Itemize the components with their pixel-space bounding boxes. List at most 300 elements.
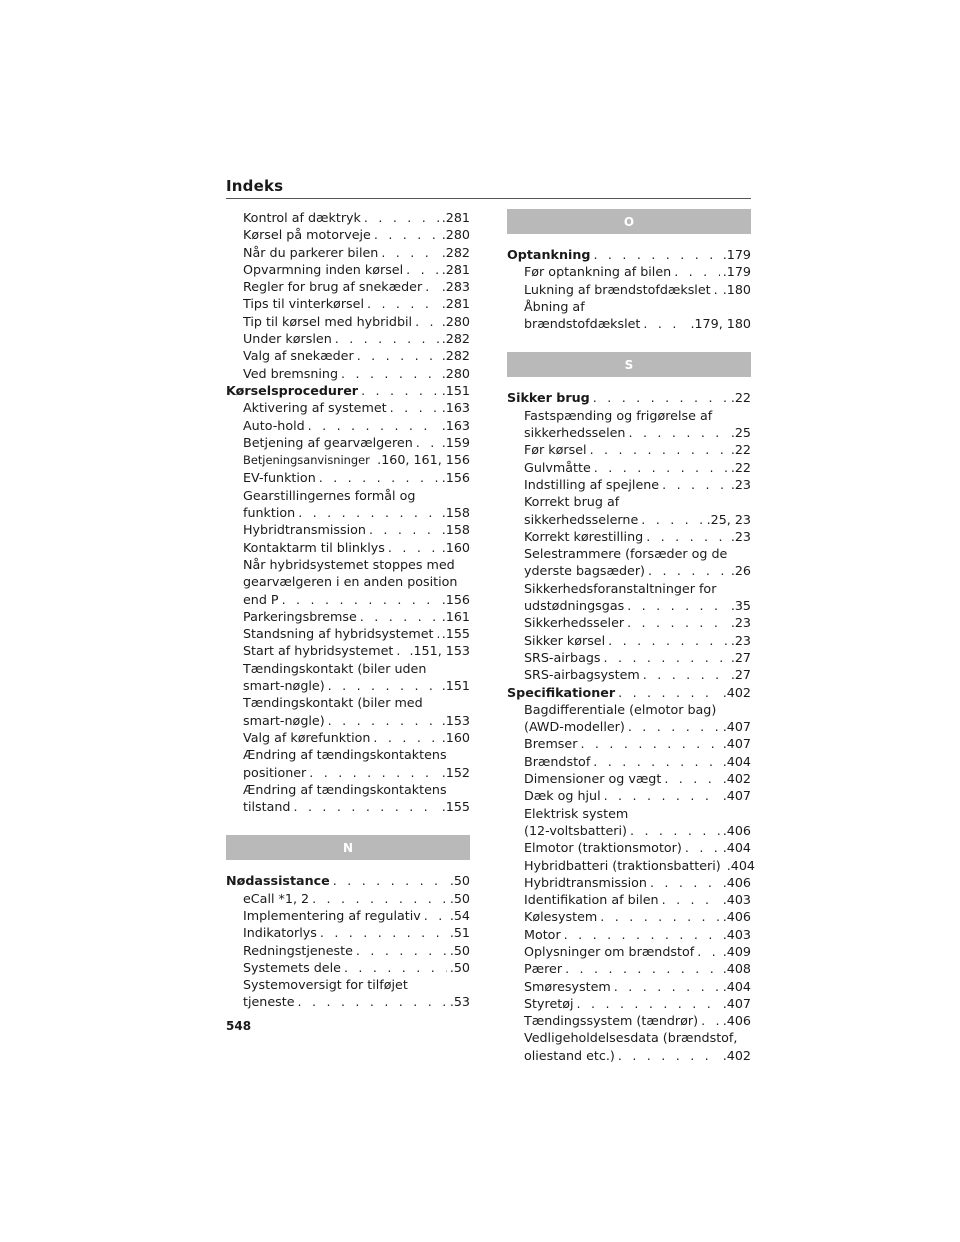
dot-leader bbox=[674, 263, 720, 280]
index-page-reference[interactable]: .180 bbox=[722, 281, 751, 297]
index-entry-label: Tip til kørsel med hybridbil bbox=[243, 313, 413, 329]
index-entry-label: sikkerhedsselerne bbox=[524, 511, 639, 527]
dot-leader bbox=[641, 511, 703, 528]
dot-leader bbox=[312, 890, 447, 907]
dot-leader bbox=[577, 995, 720, 1012]
dot-leader bbox=[367, 295, 439, 312]
index-sub-entry bbox=[507, 263, 751, 280]
dot-leader bbox=[604, 649, 728, 666]
index-entry-text-line: Elektrisk system bbox=[524, 805, 629, 821]
index-page-reference[interactable]: .54 bbox=[449, 907, 470, 923]
dot-leader bbox=[593, 246, 719, 263]
dot-leader bbox=[664, 770, 719, 787]
dot-leader bbox=[328, 712, 439, 729]
index-page-reference[interactable]: .163 bbox=[441, 417, 470, 433]
index-sub-entry bbox=[507, 1047, 751, 1064]
page-number: 548 bbox=[226, 1019, 252, 1033]
index-entry-label: Betjeningsanvisninger bbox=[243, 453, 370, 468]
index-page-reference[interactable]: .407 bbox=[722, 719, 751, 735]
index-letter-header: N bbox=[226, 835, 470, 860]
dot-leader bbox=[298, 504, 439, 521]
dot-leader bbox=[701, 1012, 720, 1029]
index-sub-entry bbox=[507, 459, 751, 476]
dot-leader bbox=[424, 907, 447, 924]
index-entry-label: positioner bbox=[243, 764, 307, 780]
index-sub-entry bbox=[507, 632, 751, 649]
index-sub-entry bbox=[507, 978, 751, 995]
index-page-reference[interactable]: .179, 180 bbox=[690, 316, 751, 332]
dot-leader bbox=[593, 389, 728, 406]
index-entry-label: Standsning af hybridsystemet bbox=[243, 626, 434, 642]
dot-leader bbox=[580, 735, 719, 752]
index-entry-text-line: Tændingskontakt (biler med bbox=[243, 695, 423, 711]
index-page-reference[interactable]: .282 bbox=[441, 331, 470, 347]
dot-leader bbox=[356, 942, 447, 959]
index-page-reference[interactable]: .407 bbox=[722, 736, 751, 752]
index-sub-entry bbox=[226, 798, 470, 815]
index-entry-label: Brændstof bbox=[524, 753, 591, 769]
index-entry-label: Motor bbox=[524, 926, 561, 942]
index-sub-entry bbox=[507, 787, 751, 804]
index-sub-entry bbox=[226, 764, 470, 781]
index-sub-entry bbox=[507, 649, 751, 666]
dot-leader bbox=[369, 521, 439, 538]
page-title: Indeks bbox=[226, 177, 284, 195]
index-page-reference[interactable]: .280 bbox=[441, 313, 470, 329]
index-entry-label: end P bbox=[243, 591, 279, 607]
index-entry-text-line: Når hybridsystemet stoppes med bbox=[243, 556, 455, 572]
index-entry-label: Dimensioner og vægt bbox=[524, 771, 662, 787]
index-page-reference[interactable]: .25 bbox=[730, 425, 751, 441]
index-entry-label: Lukning af brændstofdækslet bbox=[524, 281, 711, 297]
dot-leader bbox=[320, 924, 447, 941]
index-sub-entry bbox=[507, 441, 751, 458]
index-page-reference[interactable]: .404 bbox=[722, 753, 751, 769]
index-main-entry bbox=[507, 684, 751, 701]
dot-leader bbox=[415, 313, 439, 330]
dot-leader bbox=[328, 677, 439, 694]
index-page-reference[interactable]: .156 bbox=[441, 470, 470, 486]
index-page-reference[interactable]: .152 bbox=[441, 764, 470, 780]
dot-leader bbox=[618, 684, 720, 701]
section-spacer bbox=[507, 377, 751, 389]
index-entry-label: Pærer bbox=[524, 961, 563, 977]
index-entry-label: Aktivering af systemet bbox=[243, 400, 387, 416]
index-sub-entry bbox=[226, 677, 470, 694]
index-entry-text-line: Systemoversigt for tilføjet bbox=[243, 977, 408, 993]
index-page-reference[interactable]: .179 bbox=[722, 264, 751, 280]
index-entry-label: Sikker kørsel bbox=[524, 632, 606, 648]
index-entry-label: Når du parkerer bilen bbox=[243, 244, 379, 260]
index-page-reference[interactable]: .159 bbox=[441, 434, 470, 450]
index-sub-entry bbox=[226, 313, 470, 330]
index-sub-entry bbox=[226, 451, 470, 469]
index-page-reference[interactable]: .283 bbox=[441, 279, 470, 295]
index-entry-label: oliestand etc.) bbox=[524, 1047, 615, 1063]
index-sub-entry bbox=[226, 399, 470, 416]
dot-leader bbox=[361, 382, 439, 399]
index-entry-label: Korrekt kørestilling bbox=[524, 528, 644, 544]
index-sub-entry bbox=[226, 942, 470, 959]
dot-leader bbox=[298, 993, 447, 1010]
dot-leader bbox=[282, 591, 439, 608]
index-sub-entry bbox=[507, 281, 751, 298]
index-sub-entry bbox=[226, 330, 470, 347]
section-spacer bbox=[507, 234, 751, 246]
dot-leader bbox=[360, 608, 439, 625]
index-page-reference[interactable]: .407 bbox=[722, 788, 751, 804]
index-entry-label: Dæk og hjul bbox=[524, 788, 601, 804]
index-entry-label: Redningstjeneste bbox=[243, 942, 353, 958]
index-sub-entry bbox=[226, 591, 470, 608]
index-entry-label: Kølesystem bbox=[524, 909, 598, 925]
index-page-reference[interactable]: .406 bbox=[722, 822, 751, 838]
index-page-reference[interactable]: .404 bbox=[722, 978, 751, 994]
index-page-reference[interactable]: .158 bbox=[441, 505, 470, 521]
index-entry-label: Gulvmåtte bbox=[524, 459, 591, 475]
index-entry-label: Kørsel på motorveje bbox=[243, 227, 371, 243]
index-page-reference[interactable]: .281 bbox=[441, 296, 470, 312]
index-entry-text-line: Bagdifferentiale (elmotor bag) bbox=[524, 701, 717, 717]
index-sub-entry bbox=[226, 890, 470, 907]
index-page-reference[interactable]: .161 bbox=[441, 608, 470, 624]
index-page-reference[interactable]: .280 bbox=[441, 227, 470, 243]
index-entry-label: smart-nøgle) bbox=[243, 712, 325, 728]
index-entry-label: Sikkerhedsseler bbox=[524, 615, 625, 631]
index-page-reference[interactable]: .27 bbox=[730, 667, 751, 683]
index-entry-label: Tændingssystem (tændrør) bbox=[524, 1013, 699, 1029]
index-page-reference[interactable]: .402 bbox=[722, 1047, 751, 1063]
index-entry-text-line: Selestrammere (forsæder og de bbox=[524, 546, 728, 562]
index-sub-entry bbox=[507, 476, 751, 493]
index-sub-entry bbox=[226, 521, 470, 538]
dot-leader bbox=[319, 469, 439, 486]
index-sub-entry bbox=[507, 597, 751, 614]
index-entry-text-line: Tændingskontakt (biler uden bbox=[243, 660, 427, 676]
index-entry-label: Parkeringsbremse bbox=[243, 608, 357, 624]
index-sub-entry bbox=[507, 770, 751, 787]
dot-leader bbox=[357, 347, 439, 364]
index-sub-entry bbox=[226, 278, 470, 295]
index-sub-entry bbox=[507, 511, 751, 528]
dot-leader bbox=[604, 787, 720, 804]
index-sub-entry bbox=[507, 891, 751, 908]
index-entry-label: Under kørslen bbox=[243, 331, 332, 347]
index-page-reference[interactable]: .404 bbox=[726, 857, 755, 873]
index-page-reference[interactable]: .402 bbox=[722, 684, 751, 700]
index-entry-label: Før kørsel bbox=[524, 442, 587, 458]
index-page-reference[interactable]: .151, 153 bbox=[409, 643, 470, 659]
dot-leader bbox=[335, 330, 439, 347]
dot-leader bbox=[648, 562, 728, 579]
index-page-reference[interactable]: .53 bbox=[449, 994, 470, 1010]
index-entry-label: tjeneste bbox=[243, 994, 295, 1010]
dot-leader bbox=[627, 597, 728, 614]
index-page-reference[interactable]: .153 bbox=[441, 712, 470, 728]
index-sub-entry bbox=[507, 562, 751, 579]
index-entry-text-line: Vedligeholdelsesdata (brændstof, bbox=[524, 1030, 738, 1046]
dot-leader bbox=[308, 417, 439, 434]
index-page-reference[interactable]: .23 bbox=[730, 528, 751, 544]
header-divider bbox=[226, 198, 751, 199]
index-page-reference[interactable]: .22 bbox=[730, 390, 751, 406]
index-entry-label: Auto-hold bbox=[243, 417, 305, 433]
dot-leader bbox=[643, 315, 687, 332]
dot-leader bbox=[590, 441, 728, 458]
index-column-left bbox=[226, 209, 470, 1011]
index-page-reference[interactable]: .50 bbox=[449, 942, 470, 958]
index-entry-label: udstødningsgas bbox=[524, 598, 625, 614]
dot-leader bbox=[662, 476, 728, 493]
dot-leader bbox=[293, 798, 438, 815]
dot-leader bbox=[627, 614, 728, 631]
index-page-reference[interactable]: .27 bbox=[730, 649, 751, 665]
dot-leader bbox=[381, 244, 438, 261]
index-entry-label: Elmotor (traktionsmotor) bbox=[524, 840, 682, 856]
dot-leader bbox=[608, 632, 728, 649]
dot-leader bbox=[344, 959, 447, 976]
index-entry-text-line: Korrekt brug af bbox=[524, 494, 620, 510]
index-page-reference[interactable]: .35 bbox=[730, 598, 751, 614]
index-sub-entry bbox=[507, 839, 751, 856]
index-page-reference[interactable]: .50 bbox=[449, 959, 470, 975]
index-entry-text-line: Fastspænding og frigørelse af bbox=[524, 407, 713, 423]
dot-leader bbox=[628, 718, 720, 735]
dot-leader bbox=[416, 434, 439, 451]
index-entry-label: (12-voltsbatteri) bbox=[524, 822, 627, 838]
dot-leader bbox=[364, 209, 439, 226]
index-entry-label: Indikatorlys bbox=[243, 925, 317, 941]
index-entry-label: (AWD-modeller) bbox=[524, 719, 625, 735]
index-sub-entry bbox=[507, 995, 751, 1012]
index-page-reference[interactable]: .163 bbox=[441, 400, 470, 416]
index-page-reference[interactable]: .402 bbox=[722, 771, 751, 787]
dot-leader bbox=[565, 960, 720, 977]
index-entry-label: Tips til vinterkørsel bbox=[243, 296, 364, 312]
index-entry-label: Hybridtransmission bbox=[243, 522, 366, 538]
index-entry-label: Specifikationer bbox=[507, 684, 616, 700]
index-entry-label: sikkerhedsselen bbox=[524, 425, 626, 441]
dot-leader bbox=[594, 459, 728, 476]
index-page-reference[interactable]: .409 bbox=[722, 943, 751, 959]
index-entry-text-line: Ændring af tændingskontaktens bbox=[243, 781, 447, 797]
dot-leader bbox=[406, 261, 439, 278]
index-page-reference[interactable]: .156 bbox=[441, 591, 470, 607]
index-page-reference[interactable]: .151 bbox=[441, 678, 470, 694]
dot-leader bbox=[697, 943, 720, 960]
dot-leader bbox=[333, 872, 447, 889]
index-entry-label: eCall *1, 2 bbox=[243, 890, 310, 906]
dot-leader bbox=[646, 528, 728, 545]
index-entry-label: Hybridbatteri (traktionsbatteri) bbox=[524, 857, 721, 873]
index-page-reference[interactable]: .406 bbox=[722, 874, 751, 890]
dot-leader bbox=[309, 764, 438, 781]
index-sub-entry bbox=[226, 608, 470, 625]
index-entry-label: Kontaktarm til blinklys bbox=[243, 539, 385, 555]
index-letter-header: S bbox=[507, 352, 751, 377]
index-page-reference[interactable]: .22 bbox=[730, 459, 751, 475]
index-sub-entry bbox=[507, 753, 751, 770]
index-entry-text-line: Gearstillingernes formål og bbox=[243, 487, 416, 503]
index-page-reference[interactable]: .155 bbox=[441, 626, 470, 642]
index-entry-label: SRS-airbags bbox=[524, 649, 601, 665]
index-sub-entry bbox=[226, 209, 470, 226]
index-entry-label: Valg af snekæder bbox=[243, 348, 354, 364]
index-page-reference[interactable]: .406 bbox=[722, 1013, 751, 1029]
dot-leader bbox=[564, 926, 720, 943]
index-entry-label: Styretøj bbox=[524, 995, 574, 1011]
index-entry-text-line: Ændring af tændingskontaktens bbox=[243, 747, 447, 763]
index-page-reference[interactable]: .26 bbox=[730, 563, 751, 579]
index-page-reference[interactable]: .160, 161, 156 bbox=[377, 452, 470, 468]
dot-leader bbox=[643, 666, 728, 683]
index-sub-entry bbox=[226, 729, 470, 746]
dot-leader bbox=[388, 539, 439, 556]
dot-leader bbox=[396, 642, 406, 659]
index-sub-entry bbox=[507, 614, 751, 631]
index-entry-label: funktion bbox=[243, 505, 296, 521]
index-entry-label: Hybridtransmission bbox=[524, 874, 647, 890]
index-sub-entry bbox=[226, 642, 470, 659]
index-sub-entry bbox=[507, 424, 751, 441]
index-entry-label: Kørselsprocedurer bbox=[226, 382, 359, 398]
index-page-reference[interactable]: .408 bbox=[722, 961, 751, 977]
index-page-reference[interactable]: .179 bbox=[722, 247, 751, 262]
index-main-entry bbox=[507, 246, 751, 263]
index-page-reference[interactable]: .23 bbox=[730, 632, 751, 648]
index-sub-entry bbox=[226, 504, 470, 521]
index-page-reference[interactable]: .404 bbox=[722, 840, 751, 856]
index-sub-entry bbox=[507, 822, 751, 839]
index-entry-label: Sikker brug bbox=[507, 390, 590, 406]
index-page-reference[interactable]: .158 bbox=[441, 522, 470, 538]
dot-leader bbox=[425, 278, 439, 295]
dot-leader bbox=[390, 399, 439, 416]
dot-leader bbox=[714, 281, 720, 298]
index-page-reference[interactable]: .281 bbox=[441, 261, 470, 277]
index-sub-entry bbox=[507, 857, 755, 874]
index-sub-entry bbox=[226, 261, 470, 278]
index-sub-entry bbox=[226, 993, 470, 1010]
index-page-reference[interactable]: .155 bbox=[441, 799, 470, 815]
index-column-right bbox=[507, 209, 755, 1064]
index-sub-entry bbox=[226, 469, 470, 486]
dot-leader bbox=[628, 424, 727, 441]
index-page-reference[interactable]: .151 bbox=[441, 382, 470, 398]
index-entry-label: Valg af kørefunktion bbox=[243, 729, 371, 745]
index-sub-entry bbox=[226, 226, 470, 243]
index-main-entry bbox=[507, 389, 751, 406]
index-sub-entry bbox=[226, 625, 470, 642]
index-sub-entry bbox=[507, 908, 751, 925]
dot-leader bbox=[437, 625, 439, 642]
dot-leader bbox=[614, 978, 720, 995]
index-page-reference[interactable]: .22 bbox=[730, 442, 751, 458]
dot-leader bbox=[650, 874, 720, 891]
index-sub-entry bbox=[507, 960, 751, 977]
index-sub-entry bbox=[226, 959, 470, 976]
index-entry-label: brændstofdækslet bbox=[524, 316, 641, 332]
dot-leader bbox=[374, 226, 439, 243]
dot-leader bbox=[618, 1047, 720, 1064]
index-entry-label: tilstand bbox=[243, 799, 291, 815]
dot-leader bbox=[341, 365, 439, 382]
index-page-reference[interactable]: .406 bbox=[722, 909, 751, 925]
index-entry-text-line: Sikkerhedsforanstaltninger for bbox=[524, 580, 717, 596]
index-page-reference[interactable]: .25, 23 bbox=[706, 511, 751, 527]
index-entry-label: Før optankning af bilen bbox=[524, 264, 672, 280]
index-sub-entry bbox=[226, 907, 470, 924]
index-page-reference[interactable]: .50 bbox=[449, 873, 470, 889]
index-entry-label: Ved bremsning bbox=[243, 365, 339, 381]
index-sub-entry bbox=[507, 943, 751, 960]
index-sub-entry bbox=[226, 417, 470, 434]
index-page-reference[interactable]: .403 bbox=[722, 892, 751, 908]
dot-leader bbox=[593, 753, 719, 770]
index-page-reference[interactable]: .160 bbox=[441, 729, 470, 745]
index-sub-entry bbox=[226, 347, 470, 364]
index-sub-entry bbox=[507, 1012, 751, 1029]
index-entry-label: EV-funktion bbox=[243, 470, 316, 486]
index-sub-entry bbox=[507, 315, 751, 332]
index-page-reference[interactable]: .282 bbox=[441, 244, 470, 260]
index-sub-entry bbox=[507, 666, 751, 683]
index-entry-text-line: Åbning af bbox=[524, 298, 585, 314]
index-letter-header: O bbox=[507, 209, 751, 234]
dot-leader bbox=[662, 891, 720, 908]
index-entry-label: Nødassistance bbox=[226, 873, 330, 889]
index-sub-entry bbox=[226, 295, 470, 312]
index-sub-entry bbox=[226, 244, 470, 261]
index-entry-label: Optankning bbox=[507, 247, 591, 262]
index-main-entry bbox=[226, 872, 470, 889]
index-page-reference[interactable]: .50 bbox=[449, 890, 470, 906]
index-page-reference[interactable]: .280 bbox=[441, 365, 470, 381]
index-sub-entry bbox=[226, 539, 470, 556]
index-sub-entry bbox=[226, 434, 470, 451]
dot-leader bbox=[373, 729, 438, 746]
index-sub-entry bbox=[507, 874, 751, 891]
index-page-reference[interactable]: .23 bbox=[730, 476, 751, 492]
index-entry-label: Oplysninger om brændstof bbox=[524, 943, 695, 959]
index-entry-label: Identifikation af bilen bbox=[524, 892, 659, 908]
index-sub-entry bbox=[226, 365, 470, 382]
index-page-reference[interactable]: .282 bbox=[441, 348, 470, 364]
index-entry-label: Kontrol af dæktryk bbox=[243, 210, 361, 225]
dot-leader bbox=[373, 451, 374, 468]
section-spacer bbox=[226, 860, 470, 872]
index-page-reference[interactable]: .51 bbox=[449, 925, 470, 941]
index-sub-entry bbox=[226, 924, 470, 941]
section-spacer bbox=[507, 332, 751, 352]
dot-leader bbox=[600, 908, 719, 925]
index-main-entry bbox=[226, 382, 470, 399]
index-sub-entry bbox=[507, 926, 751, 943]
index-page-reference[interactable]: .23 bbox=[730, 615, 751, 631]
index-page-reference[interactable]: .407 bbox=[722, 995, 751, 1011]
dot-leader bbox=[685, 839, 720, 856]
index-page-reference[interactable]: .281 bbox=[441, 210, 470, 225]
index-sub-entry bbox=[507, 528, 751, 545]
index-page-reference[interactable]: .403 bbox=[722, 926, 751, 942]
index-sub-entry bbox=[507, 718, 751, 735]
index-entry-label: Indstilling af spejlene bbox=[524, 476, 660, 492]
index-page-reference[interactable]: .160 bbox=[441, 539, 470, 555]
index-entry-label: Start af hybridsystemet bbox=[243, 643, 394, 659]
dot-leader bbox=[630, 822, 720, 839]
index-entry-label: Implementering af regulativ bbox=[243, 907, 421, 923]
index-entry-label: yderste bagsæder) bbox=[524, 563, 645, 579]
